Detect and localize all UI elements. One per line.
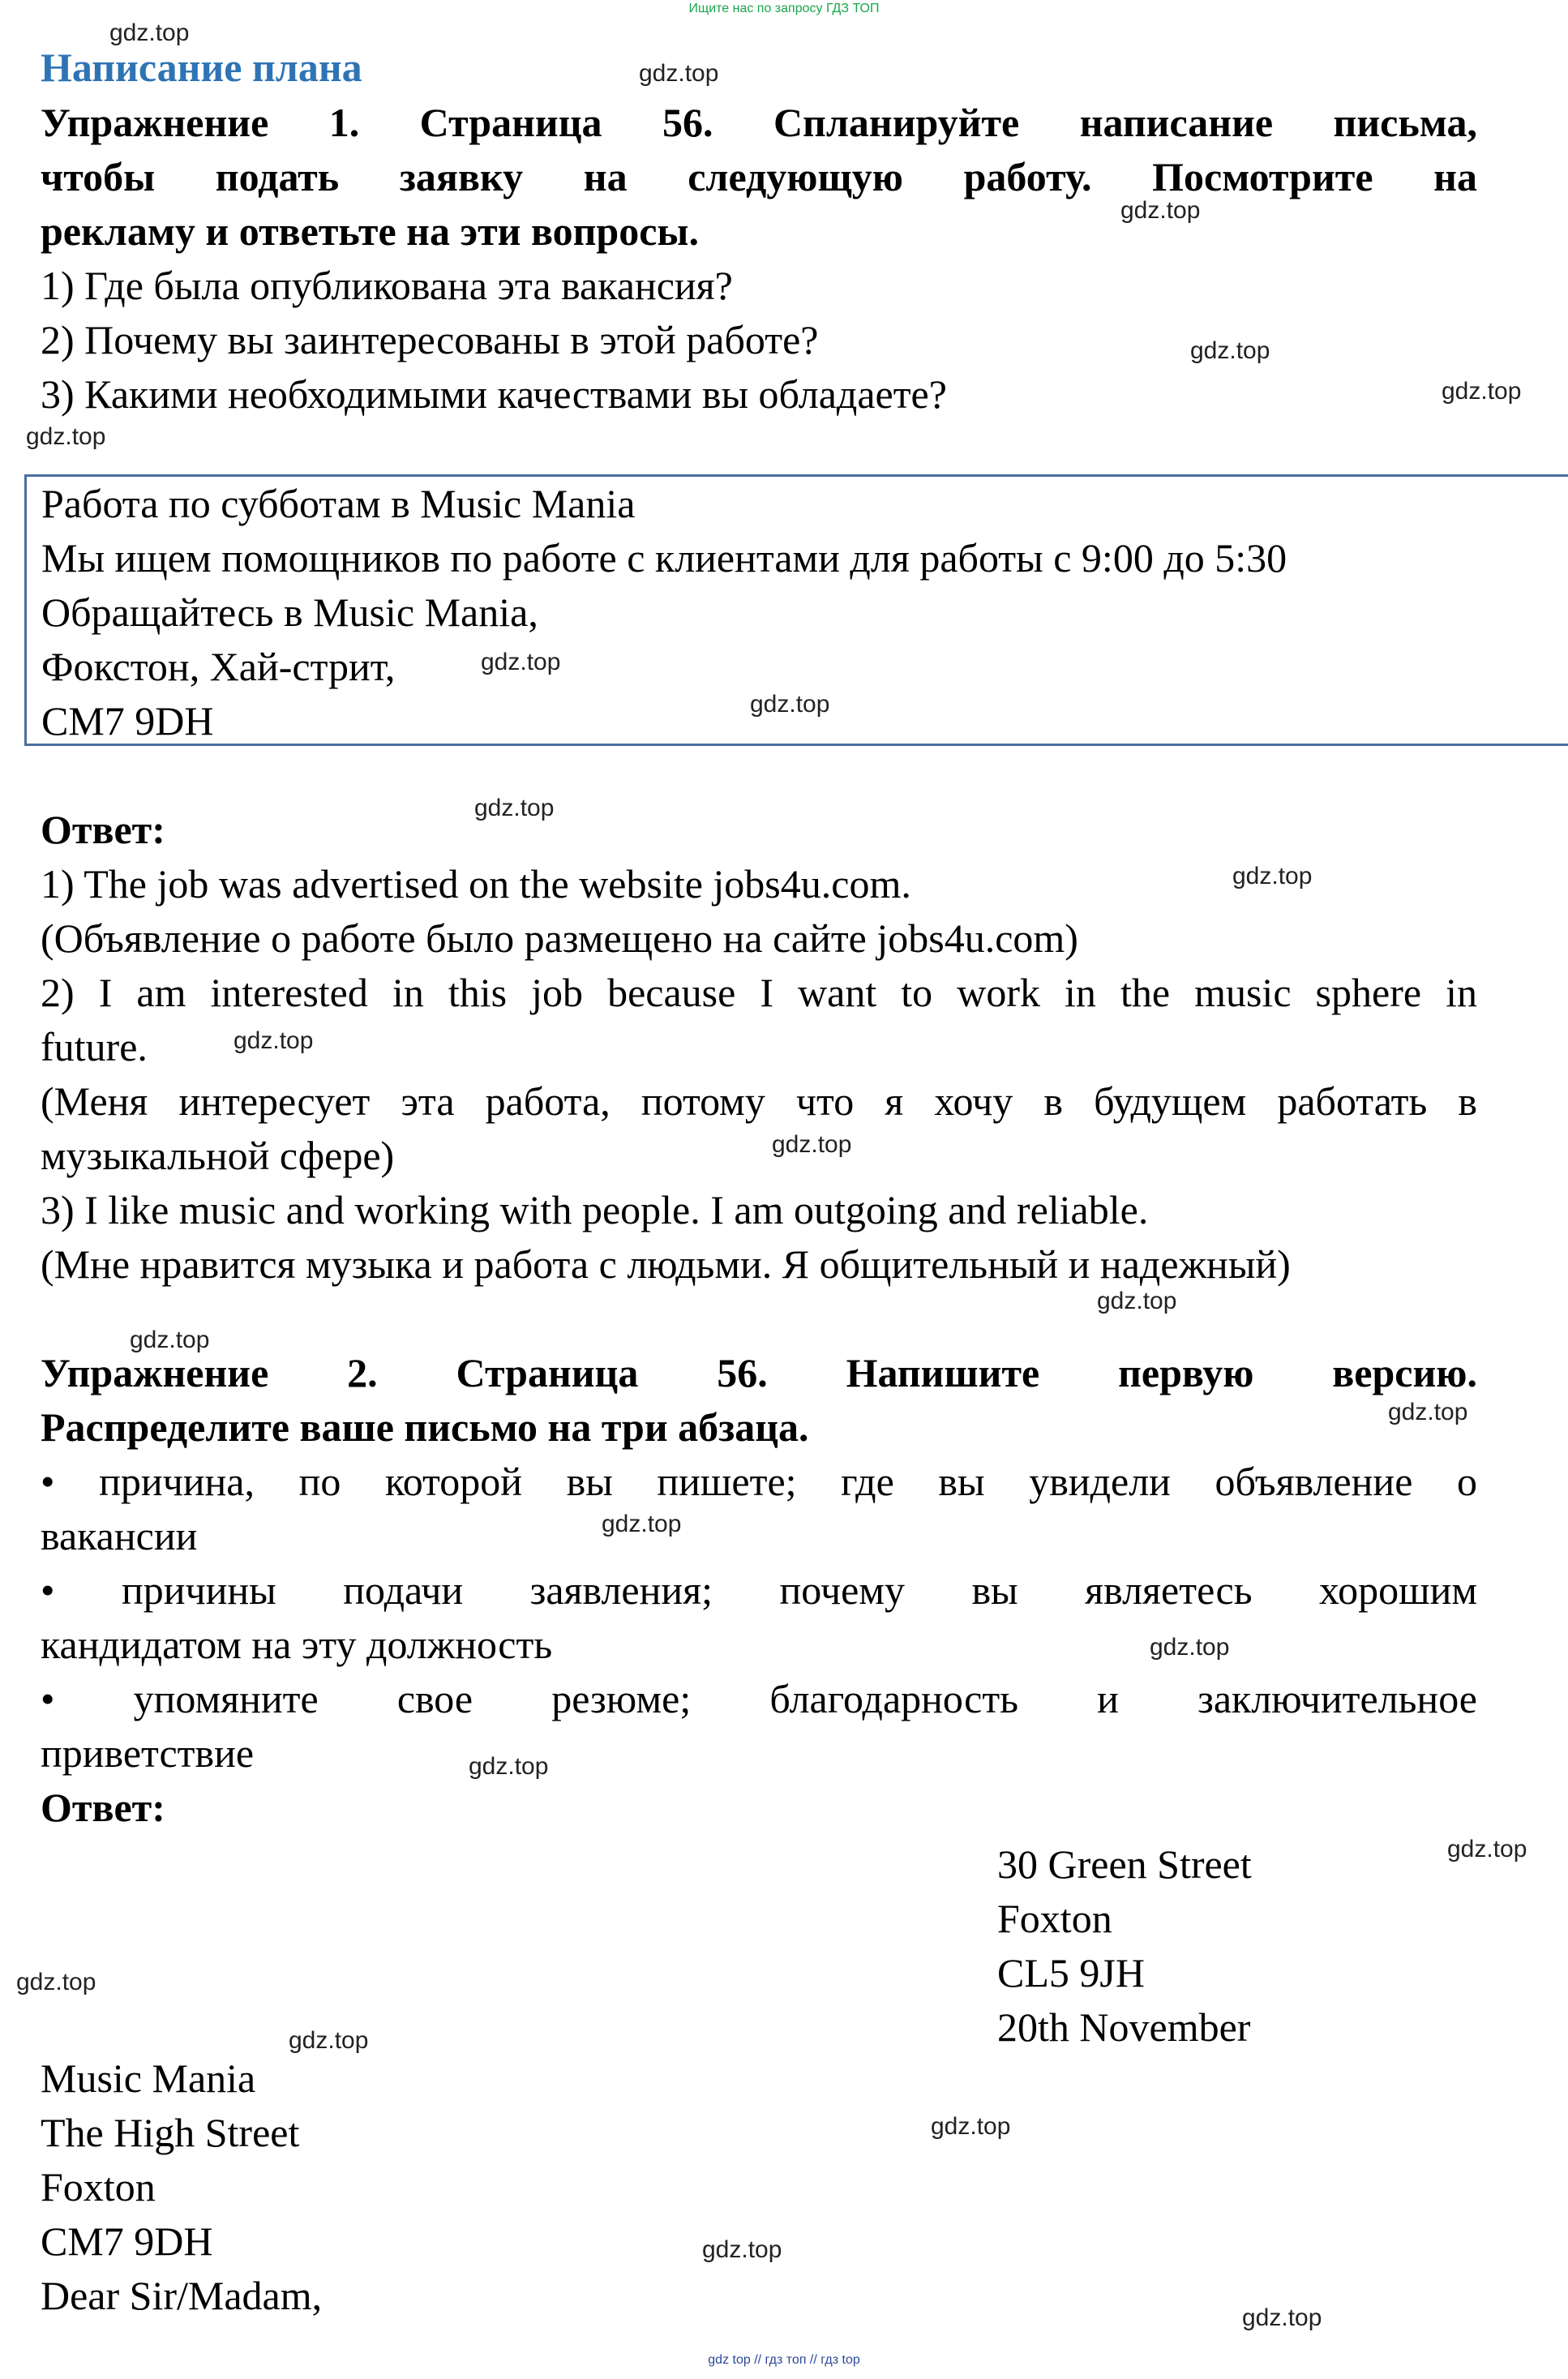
bottom-banner[interactable]: gdz top // гдз топ // гдз top — [708, 2353, 860, 2367]
ad-line: Работа по субботам в Music Mania — [41, 481, 636, 526]
watermark: gdz.top — [1442, 378, 1522, 405]
question: 1) Где была опубликована эта вакансия? — [41, 263, 733, 308]
address-line: 30 Green Street — [997, 1841, 1252, 1887]
address-line: The High Street — [41, 2110, 300, 2155]
exercise-1-title: Упражнение 1. Страница 56. Спланируйте написание письма, — [41, 100, 1477, 145]
ad-line: CM7 9DH — [41, 698, 214, 744]
watermark: gdz.top — [469, 1753, 549, 1780]
watermark: gdz.top — [481, 649, 561, 675]
watermark: gdz.top — [289, 2027, 369, 2054]
watermark: gdz.top — [639, 60, 719, 87]
exercise-2 — [41, 1346, 1477, 1835]
watermark: gdz.top — [474, 795, 555, 821]
watermark: gdz.top — [931, 2113, 1011, 2140]
address-line: Music Mania — [41, 2055, 256, 2101]
exercise-1-title: чтобы подать заявку на следующую работу. Посмотрите на — [41, 154, 1477, 199]
watermark: gdz.top — [16, 1969, 96, 1995]
exercise-2-title: Распределите ваше письмо на три абзаца. — [41, 1404, 809, 1450]
top-banner[interactable]: Ищите нас по запросу ГДЗ ТОП — [688, 2, 880, 15]
watermark: gdz.top — [109, 19, 190, 46]
watermark: gdz.top — [1242, 2304, 1322, 2331]
watermark: gdz.top — [750, 691, 830, 718]
salutation: Dear Sir/Madam, — [41, 2273, 323, 2318]
watermark: gdz.top — [233, 1027, 314, 1054]
address-line: Foxton — [997, 1896, 1112, 1941]
section-heading: Написание плана — [41, 45, 362, 90]
date: 20th November — [997, 2004, 1251, 2050]
bullet-line: • причины подачи заявления; почему вы являетесь хорошим — [41, 1567, 1477, 1613]
ad-line: Обращайтесь в Music Mania, — [41, 589, 538, 635]
question: 2) Почему вы заинтересованы в этой работе? — [41, 317, 819, 362]
watermark: gdz.top — [1232, 863, 1313, 889]
job-ad-box — [24, 474, 1568, 746]
answer-line: 1) The job was advertised on the website jobs4u.com. — [41, 861, 911, 907]
answer-line: (Меня интересует эта работа, потому что я хочу в будущем работать в — [41, 1078, 1477, 1124]
answer-line: (Объявление о работе было размещено на сайте jobs4u.com) — [41, 915, 1078, 961]
answer-line: 2) I am interested in this job because I want to work in the music sphere in — [41, 970, 1477, 1015]
answer-line: future. — [41, 1024, 148, 1069]
exercise-1 — [41, 96, 1477, 422]
answer-label: Ответ: — [41, 1785, 165, 1830]
question: 3) Какими необходимыми качествами вы обладаете? — [41, 371, 947, 417]
sender-address — [997, 1837, 1252, 2055]
answer-line: музыкальной сфере) — [41, 1133, 395, 1178]
ad-line: Фокстон, Хай-стрит, — [41, 644, 396, 689]
ad-line: Мы ищем помощников по работе с клиентами для работы с 9:00 до 5:30 — [41, 535, 1287, 581]
watermark: gdz.top — [1120, 197, 1201, 224]
watermark: gdz.top — [1388, 1399, 1468, 1425]
exercise-1-title: рекламу и ответьте на эти вопросы. — [41, 208, 699, 254]
watermark: gdz.top — [772, 1131, 852, 1158]
address-line: CM7 9DH — [41, 2218, 213, 2264]
watermark: gdz.top — [1097, 1288, 1177, 1314]
watermark: gdz.top — [1150, 1634, 1230, 1661]
exercise-2-title: Упражнение 2. Страница 56. Напишите первую версию. — [41, 1350, 1477, 1395]
bullet-line: приветствие — [41, 1730, 255, 1776]
watermark: gdz.top — [1447, 1836, 1527, 1862]
bullet-line: вакансии — [41, 1513, 198, 1558]
watermark: gdz.top — [602, 1511, 682, 1537]
recipient-address — [41, 2051, 322, 2323]
watermark: gdz.top — [26, 423, 106, 450]
watermark: gdz.top — [130, 1327, 210, 1353]
bullet-line: • упомяните свое резюме; благодарность и заключительное — [41, 1676, 1477, 1721]
answer-line: (Мне нравится музыка и работа с людьми. Я общительный и надежный) — [41, 1241, 1291, 1287]
address-line: CL5 9JH — [997, 1950, 1145, 1995]
answer-line: 3) I like music and working with people. I am outgoing and reliable. — [41, 1187, 1149, 1232]
answer-label: Ответ: — [41, 807, 165, 852]
answer-1 — [41, 803, 1477, 1292]
bullet-line: кандидатом на эту должность — [41, 1622, 553, 1667]
bullet-line: • причина, по которой вы пишете; где вы увидели объявление о — [41, 1459, 1477, 1504]
watermark: gdz.top — [702, 2236, 782, 2263]
address-line: Foxton — [41, 2164, 156, 2210]
watermark: gdz.top — [1190, 337, 1270, 364]
